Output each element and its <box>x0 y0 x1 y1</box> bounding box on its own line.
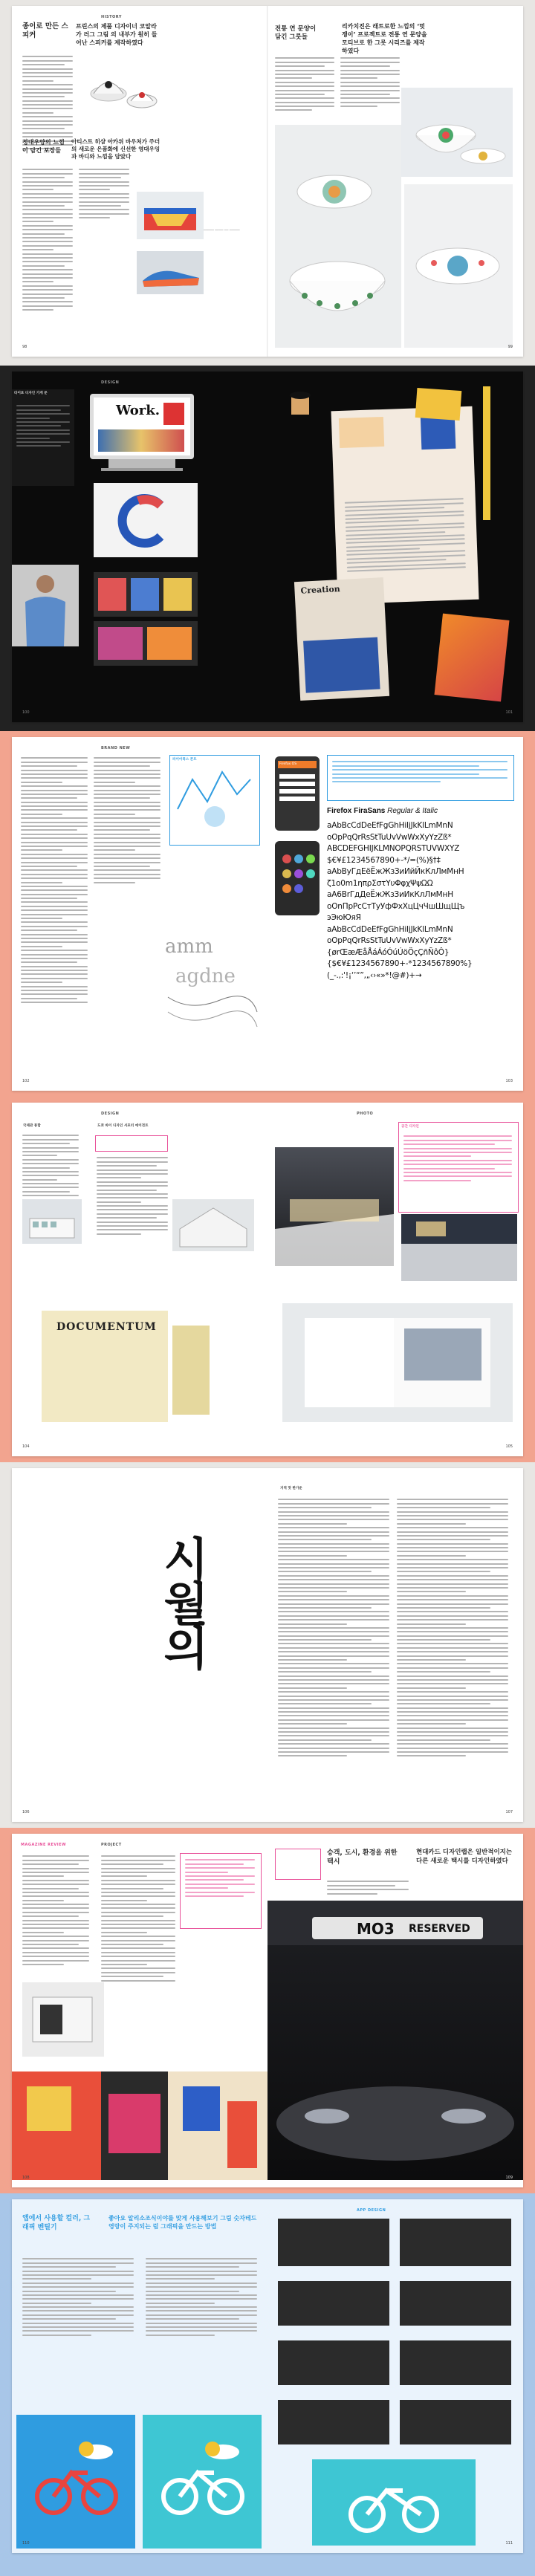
app-header: Firefox OS <box>278 761 317 768</box>
spread-1 <box>12 6 523 357</box>
heading-bowl-desc: 리카치진은 래트로한 느낌의 ‘멋쟁이’ 프로젝트로 전통 연 문양을 모티브로 한 그릇 시리즈를 제작하였다 <box>342 23 427 54</box>
app-screenshot-1 <box>278 2219 389 2266</box>
work-strip <box>98 429 184 452</box>
magazine-open <box>282 1303 513 1422</box>
svg-text:amm: amm <box>165 935 213 958</box>
specimen-line: {$€¥£1234567890+-*1234567890%} <box>327 959 473 968</box>
spread-2-left-page <box>12 372 268 722</box>
box-b-title: 도쿄 바이 디자인 서포터 에이전트 <box>97 1124 149 1128</box>
pink-text-box <box>398 1122 519 1213</box>
specimen-line: oOpPqQrRsStTuUvVwWxXyYzZß* <box>327 832 452 842</box>
app-screenshot-4 <box>400 2281 511 2326</box>
specimen-line: aA6BrГдДеЁжЖзЗиИкКлЛмМнН <box>327 890 453 899</box>
photo-shoes-box <box>137 192 204 239</box>
book-cover <box>294 577 389 701</box>
photo-person <box>12 565 79 646</box>
photo-bowl-large <box>275 125 401 348</box>
spread-5-right-page <box>268 1468 523 1822</box>
page-number-right: 107 <box>505 1810 513 1814</box>
poster-letter-c <box>94 483 198 557</box>
bike-icon-tile-left <box>16 2415 135 2549</box>
photo-bowl-stack <box>401 88 513 177</box>
band-spread-6 <box>0 1828 535 2193</box>
book-spine <box>172 1326 210 1415</box>
phone-screen-a <box>275 756 320 831</box>
page-number-right: 109 <box>505 2176 513 2180</box>
page-number-right: 105 <box>505 1444 513 1449</box>
caption-shoes: ───── ──── ── ───── <box>204 229 240 233</box>
paper-sheet-main <box>331 406 479 604</box>
app-screenshot-2 <box>400 2219 511 2266</box>
spread-7 <box>12 2199 523 2553</box>
sidebar-text <box>16 403 70 450</box>
specimen-sketch <box>160 923 265 1034</box>
business-card-yellow <box>415 388 462 421</box>
pink-caption-box <box>95 1135 168 1152</box>
specimen-line: ABCDEFGHIJKLMNOPQRSTUVWXYZ <box>327 844 460 853</box>
photo-shoes-bottom <box>137 251 204 294</box>
spread-2 <box>12 372 523 722</box>
section-label: APP DESIGN <box>357 2208 386 2213</box>
photo-building <box>22 1199 82 1244</box>
heading-app-color: 앱에서 사용할 컬러, 그래픽 벤틸기 <box>22 2215 91 2231</box>
documentum-book <box>42 1311 168 1422</box>
heading-bowl: 전통 연 문양이 담긴 그릇들 <box>275 25 317 41</box>
spread-6-left-page <box>12 1834 268 2187</box>
spread-7-right-page <box>268 2199 523 2553</box>
specimen-line: $€¥£1234567890+-*/=(%)§†‡ <box>327 855 441 865</box>
specimen-line: aAbByГдЕёЁжЖзЗиИйЙкКлЛмМнН <box>327 867 464 876</box>
work-red-block <box>163 403 184 425</box>
body-column-1 <box>22 1132 79 1203</box>
body-column-3 <box>327 1878 409 1897</box>
body-column-1 <box>21 755 88 1006</box>
project-label: PROJECT <box>101 1843 122 1847</box>
taxi-reserved: RESERVED <box>409 1923 470 1935</box>
blue-text-box <box>327 755 514 801</box>
pink-sidebar-text <box>185 1857 255 1899</box>
specimen-block <box>327 820 519 982</box>
photo-taxi-night <box>268 1901 523 2180</box>
page-number-left: 98 <box>22 345 27 349</box>
blue-screen-mock <box>169 755 260 846</box>
spread-2-right-page <box>268 372 523 722</box>
section-label: DESIGN <box>101 380 120 385</box>
sticker-sheet-a <box>94 572 198 617</box>
section-label: BRAND NEW <box>101 746 131 750</box>
paper-text <box>345 496 466 574</box>
spread-5-left-page <box>12 1468 268 1822</box>
svg-text:agdne: agdne <box>175 965 236 987</box>
section-heading: 지역 맛 한가운 <box>280 1487 302 1490</box>
ink-stamp <box>285 382 315 418</box>
page-number-left: 100 <box>22 710 30 715</box>
app-screenshot-5 <box>278 2340 389 2385</box>
specimen-line: aAbBcCdDeEfFgGhHiIjJkKlLmMnN <box>327 924 453 934</box>
pink-box-heading: 공간 디자인 <box>401 1125 419 1129</box>
pink-sidebar-box <box>180 1853 262 1929</box>
spread-1-right-page <box>268 6 523 357</box>
font-family-name: Firefox FiraSans <box>327 807 386 815</box>
specimen-line: (_-.,:'!¡‘’“”,„‹›«»*!@#)+→ <box>327 970 422 980</box>
section-label: HISTORY <box>101 15 123 19</box>
band-spread-3 <box>0 731 535 1097</box>
orange-card <box>434 614 509 702</box>
sidebar-title: 타이포 디자인 가게 문 <box>14 392 48 395</box>
page-number-right: 99 <box>508 345 513 349</box>
body-column-1 <box>22 2256 134 2338</box>
page-number-left: 106 <box>22 1810 30 1814</box>
body-column-1 <box>22 53 73 152</box>
body-column-4 <box>275 55 334 114</box>
photo-interior <box>401 1214 517 1281</box>
spread-3-left-page <box>12 737 268 1091</box>
page-number-right: 111 <box>505 2541 513 2546</box>
section-label: MAGAZINE REVIEW <box>21 1843 67 1847</box>
page-number-left: 110 <box>22 2541 30 2546</box>
sticker-sheet-b <box>94 621 198 666</box>
body-column-2 <box>101 1853 175 1984</box>
pink-tag <box>275 1849 321 1880</box>
work-title: Work. <box>116 403 160 418</box>
spread-4 <box>12 1103 523 1456</box>
photo-small-house <box>172 1199 254 1251</box>
page-number-left: 108 <box>22 2176 30 2180</box>
spread-5 <box>12 1468 523 1822</box>
heading-taxi: 승객, 도시, 환경을 위한 택시 <box>327 1849 398 1866</box>
specimen-title <box>327 807 438 815</box>
spread-6-right-page <box>268 1834 523 2187</box>
specimen-line: {ørŒæÆåÅáÁóÓúÚöÖçÇñÑôÔ} <box>327 947 450 957</box>
heading-speaker-desc: 프린스의 제품 디자이너 코알라 가 러그 그림 의 내부가 원히 들어난 스피커를 제작하였다 <box>76 23 158 46</box>
band-spread-7 <box>0 2193 535 2576</box>
taxi-sign: MO3 <box>357 1920 395 1938</box>
spread-3-right-page <box>268 737 523 1091</box>
heading-app-desc: 좋아요 알리소조식이야를 맞게 사용해보기 그림 숫자테드 영랑이 주지되는 럼 그래픽을 만드는 방법 <box>108 2215 257 2230</box>
band-spread-5 <box>0 1462 535 1828</box>
spread-4-right-page <box>268 1103 523 1456</box>
app-screenshot-8 <box>400 2400 511 2444</box>
section-label: DESIGN <box>101 1112 120 1116</box>
specimen-line: aAbBcCdDeEfFgGhHiIjJkKlLmMnN <box>327 821 453 830</box>
documentum-title: DOCUMENTUM <box>56 1321 157 1333</box>
body-column-2 <box>397 1496 508 1759</box>
spread-7-left-page <box>12 2199 268 2553</box>
spread-6 <box>12 1834 523 2187</box>
bike-icon-tile-large <box>312 2459 476 2546</box>
heading-taxi-desc: 현대카드 디자인랩은 일반적이지는 다른 새로운 택시를 디자인하였다 <box>416 1849 513 1865</box>
page-number-right: 101 <box>505 710 513 715</box>
body-column-1 <box>22 1853 89 1967</box>
specimen-line: oOnПpPcCтТуУфФхХцЦчЧшШщЩъ <box>327 901 465 911</box>
sidebar-panel <box>12 389 74 486</box>
font-style-name: Regular & Italic <box>387 807 438 815</box>
pencil <box>483 386 490 520</box>
specimen-line: ζ1o0m1ηπρΣστΥυΦφχΨψΩΩ <box>327 878 433 888</box>
page-number-left: 102 <box>22 1079 30 1083</box>
heading-pack-desc: 아티스트 히샴 아카위 바우처가 주더의 새로운 은품화에 신선한 영대우잉과 바디와 느낌을 담았다 <box>71 138 160 160</box>
band-spread-4 <box>0 1097 535 1462</box>
blue-box-heading: 파이어폭스 폰트 <box>172 758 197 762</box>
monitor-mockup <box>86 394 198 476</box>
body-column-1 <box>278 1496 389 1759</box>
heading-pack: 정대우양의 느낌이 담긴 포장들 <box>22 139 65 154</box>
photo-night-building <box>275 1147 394 1266</box>
heading-speaker: 종이로 만든 스피커 <box>22 22 68 39</box>
photo-speaker <box>79 56 168 131</box>
band-spread-1 <box>0 0 535 366</box>
section-label: PHOTO <box>357 1112 374 1116</box>
photo-magazine-pile <box>22 1982 104 2057</box>
body-column-2 <box>22 166 73 313</box>
bike-icon-tile-right <box>143 2415 262 2549</box>
spread-3 <box>12 737 523 1091</box>
body-column-2 <box>94 755 160 886</box>
body-column-2 <box>97 1155 168 1237</box>
vertical-title: 시월의 <box>155 1535 210 1669</box>
cover-word: Creation <box>300 584 341 596</box>
page-number-left: 104 <box>22 1444 30 1449</box>
pink-box-text <box>403 1133 512 1184</box>
phone-screen-b <box>275 841 320 915</box>
poster-collage <box>12 2071 268 2180</box>
band-spread-2 <box>0 366 535 731</box>
body-column-2 <box>146 2256 257 2338</box>
app-screenshot-7 <box>278 2400 389 2444</box>
spread-4-left-page <box>12 1103 268 1456</box>
app-screenshot-3 <box>278 2281 389 2326</box>
photo-bowl-top <box>404 184 513 348</box>
body-column-3 <box>79 166 129 221</box>
specimen-line: эЭюЮяЯ <box>327 913 361 922</box>
page-number-right: 103 <box>505 1079 513 1083</box>
spread-1-left-page <box>12 6 268 357</box>
app-screenshot-6 <box>400 2340 511 2385</box>
specimen-line: oOpPqQrRsStTuUvVwWxXyYzZß* <box>327 936 452 945</box>
blue-text <box>332 759 508 785</box>
body-column-5 <box>340 55 400 109</box>
box-a-title: 국제관 통합 <box>23 1124 41 1128</box>
